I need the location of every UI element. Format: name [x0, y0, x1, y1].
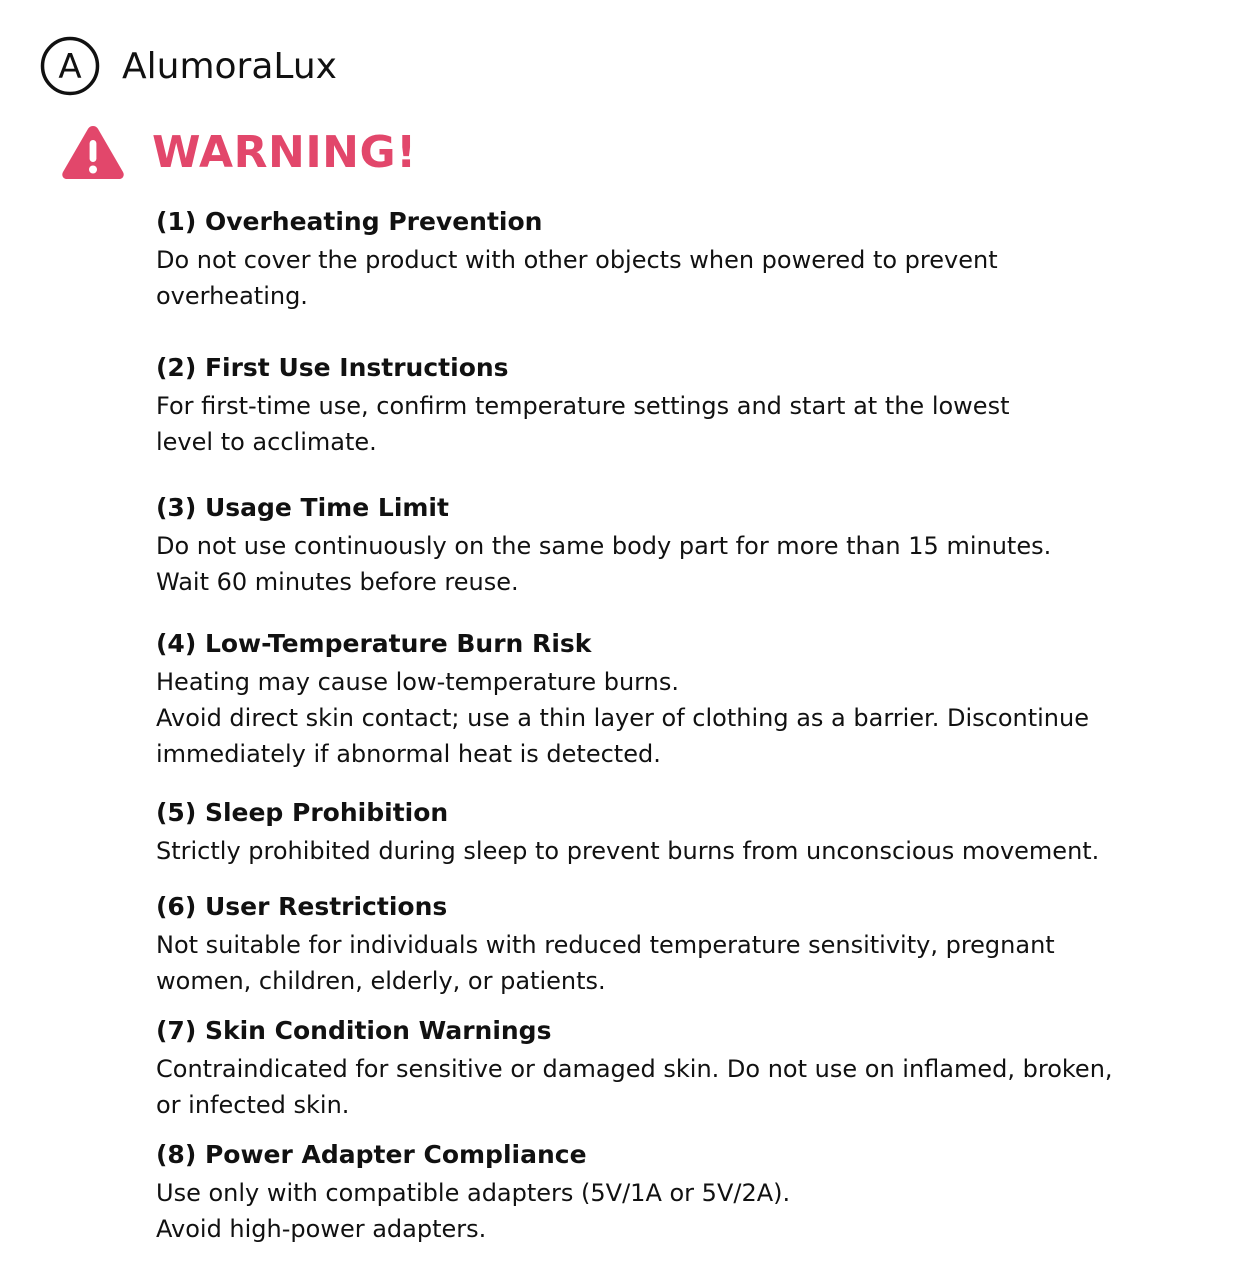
brand-header — [40, 36, 337, 96]
section-heading: (5) Sleep Prohibition — [156, 798, 449, 827]
section-text-line: level to acclimate. — [156, 428, 377, 456]
section-low-temperature-burn-risk — [156, 628, 1216, 772]
warning-triangle-icon — [60, 122, 126, 182]
warning-header — [60, 120, 417, 184]
section-heading: (4) Low-Temperature Burn Risk — [156, 629, 592, 658]
section-text-line: Not suitable for individuals with reduced temperature sensitivity, pregnant — [156, 931, 1055, 959]
section-text-line: overheating. — [156, 282, 308, 310]
section-heading: (1) Overheating Prevention — [156, 207, 543, 236]
section-overheating-prevention — [156, 206, 1216, 314]
section-skin-condition-warnings — [156, 1015, 1216, 1123]
section-heading: (8) Power Adapter Compliance — [156, 1140, 587, 1169]
brand-logo-letter: A — [58, 47, 82, 87]
section-text-line: Heating may cause low-temperature burns. — [156, 668, 679, 696]
section-first-use-instructions — [156, 352, 1216, 460]
section-text-line: Avoid direct skin contact; use a thin layer of clothing as a barrier. Discontinue — [156, 704, 1089, 732]
section-text-line: Use only with compatible adapters (5V/1A or 5V/2A). — [156, 1179, 791, 1207]
section-text-line: Do not use continuously on the same body part for more than 15 minutes. — [156, 532, 1052, 560]
section-text-line: Strictly prohibited during sleep to prevent burns from unconscious movement. — [156, 837, 1100, 865]
section-usage-time-limit — [156, 492, 1216, 600]
section-text-line: women, children, elderly, or patients. — [156, 967, 606, 995]
section-text-line: immediately if abnormal heat is detected. — [156, 740, 661, 768]
section-heading: (7) Skin Condition Warnings — [156, 1016, 552, 1045]
section-heading: (3) Usage Time Limit — [156, 493, 449, 522]
section-text-line: For first-time use, confirm temperature settings and start at the lowest — [156, 392, 1010, 420]
section-text-line: or infected skin. — [156, 1091, 350, 1119]
section-text-line: Contraindicated for sensitive or damaged skin. Do not use on inflamed, broken, — [156, 1055, 1113, 1083]
section-sleep-prohibition — [156, 797, 1216, 869]
section-power-adapter-compliance — [156, 1139, 1216, 1247]
section-heading: (2) First Use Instructions — [156, 353, 509, 382]
section-text-line: Wait 60 minutes before reuse. — [156, 568, 519, 596]
section-text-line: Avoid high-power adapters. — [156, 1215, 487, 1243]
section-text-line: Do not cover the product with other objects when powered to prevent — [156, 246, 998, 274]
section-heading: (6) User Restrictions — [156, 892, 448, 921]
brand-name: AlumoraLux — [122, 45, 337, 87]
brand-logo-icon — [40, 36, 100, 96]
section-user-restrictions — [156, 891, 1216, 999]
warning-title: WARNING! — [152, 126, 417, 178]
